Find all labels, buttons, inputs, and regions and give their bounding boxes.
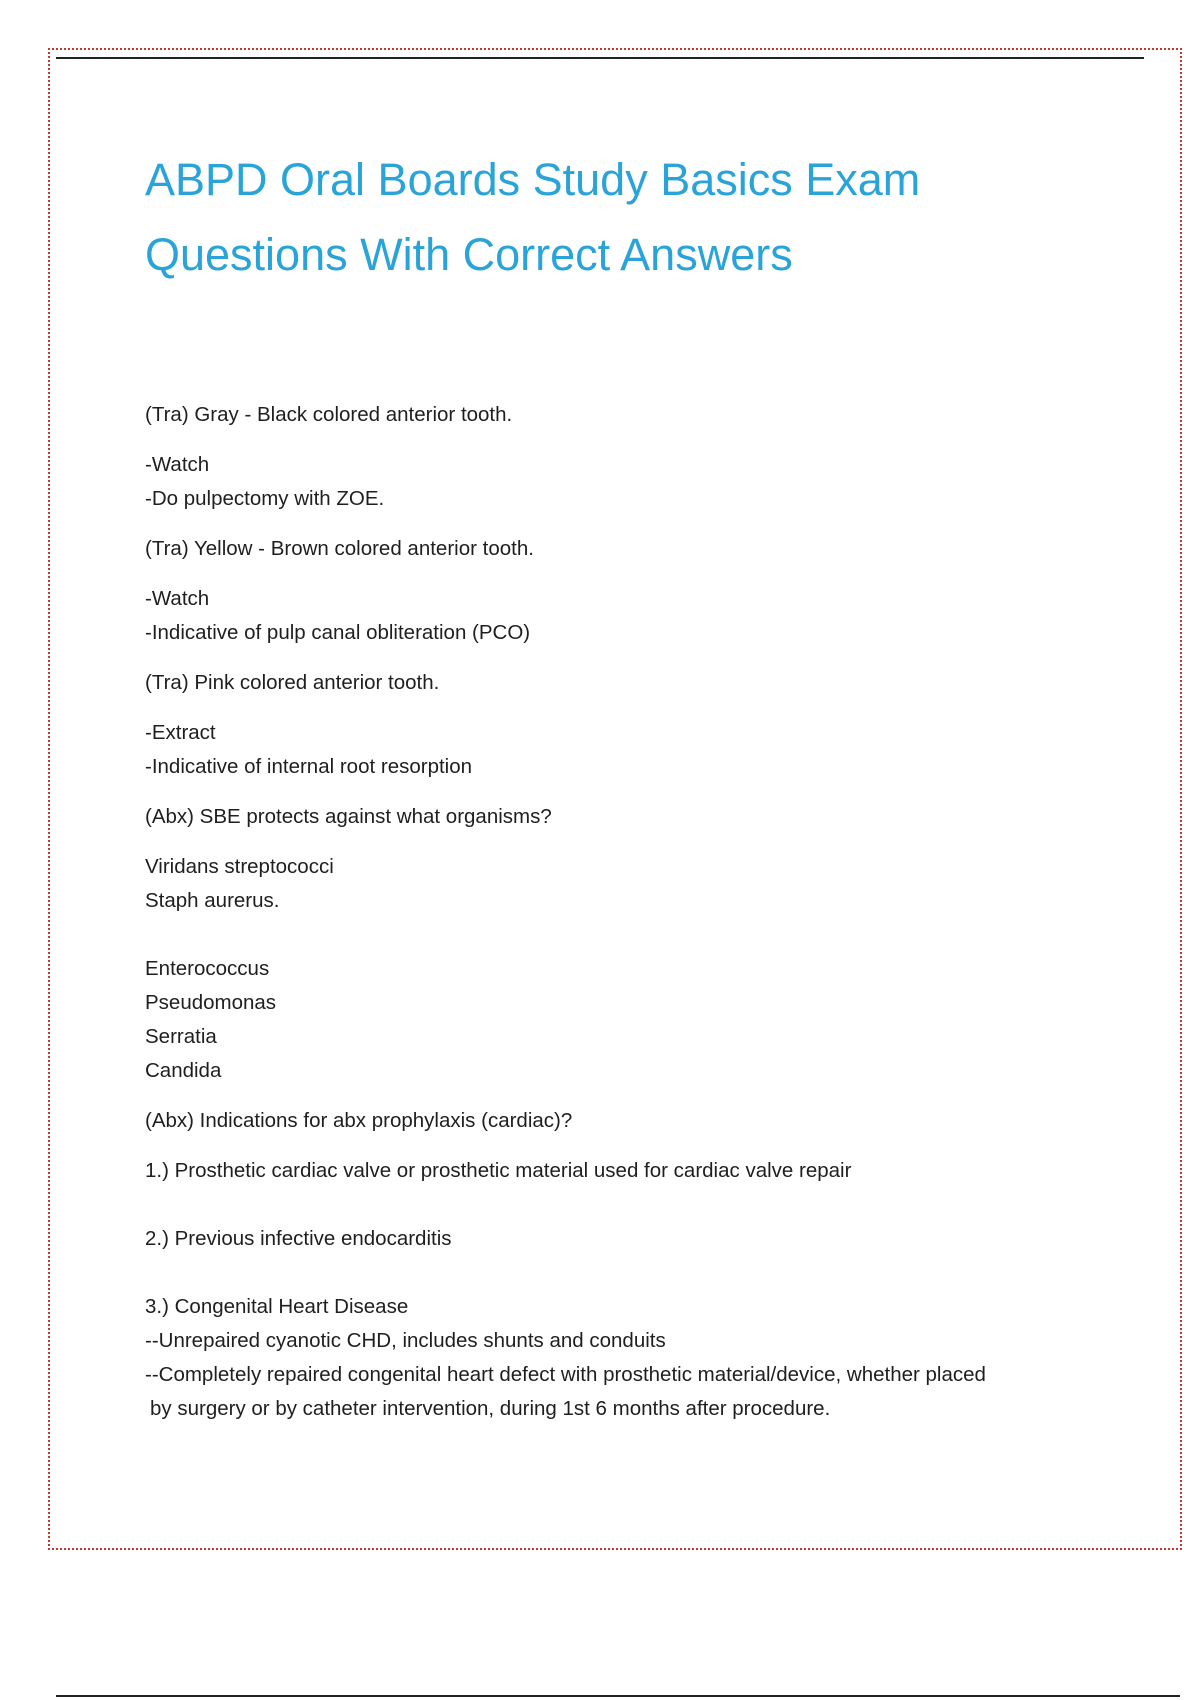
question-5: (Abx) Indications for abx prophylaxis (cardiac)?	[145, 1109, 573, 1132]
answer-line: -Indicative of internal root resorption	[145, 755, 473, 778]
question-2: (Tra) Yellow - Brown colored anterior tooth.	[145, 537, 534, 560]
qa-content	[145, 398, 1105, 1442]
answer-line: --Unrepaired cyanotic CHD, includes shunts and conduits	[145, 1329, 666, 1352]
answer-line: Staph aurerus.	[145, 889, 280, 912]
answer-line: -Indicative of pulp canal obliteration (PCO)	[145, 621, 531, 644]
answer-2	[145, 582, 1105, 650]
title-line-1: ABPD Oral Boards Study Basics Exam	[145, 154, 921, 205]
answer-line: --Completely repaired congenital heart defect with prosthetic material/device, whether placed	[145, 1363, 986, 1386]
answer-line: by surgery or by catheter intervention, during 1st 6 months after procedure.	[150, 1397, 831, 1420]
answer-5	[145, 1154, 1105, 1426]
answer-line: Enterococcus	[145, 957, 270, 980]
answer-line: Viridans streptococci	[145, 855, 334, 878]
answer-line: -Watch	[145, 453, 210, 476]
answer-line: 1.) Prosthetic cardiac valve or prosthetic material used for cardiac valve repair	[145, 1159, 852, 1182]
answer-line: -Watch	[145, 587, 210, 610]
answer-line: Pseudomonas	[145, 991, 277, 1014]
answer-line: 2.) Previous infective endocarditis	[145, 1227, 452, 1250]
answer-1	[145, 448, 1105, 516]
question-1: (Tra) Gray - Black colored anterior tooth.	[145, 403, 513, 426]
header-rule	[56, 57, 1144, 59]
answer-line: -Do pulpectomy with ZOE.	[145, 487, 385, 510]
answer-spacer	[145, 1256, 1105, 1290]
answer-spacer	[145, 1188, 1105, 1222]
answer-line: 3.) Congenital Heart Disease	[145, 1295, 409, 1318]
answer-spacer	[145, 918, 1105, 952]
document-title	[145, 142, 1045, 292]
answer-line: Candida	[145, 1059, 222, 1082]
footer-rule	[56, 1695, 1180, 1697]
answer-line: Serratia	[145, 1025, 217, 1048]
title-line-2: Questions With Correct Answers	[145, 229, 793, 280]
answer-line: -Extract	[145, 721, 216, 744]
question-3: (Tra) Pink colored anterior tooth.	[145, 671, 440, 694]
question-4: (Abx) SBE protects against what organisms?	[145, 805, 552, 828]
answer-4	[145, 850, 1105, 1088]
answer-3	[145, 716, 1105, 784]
